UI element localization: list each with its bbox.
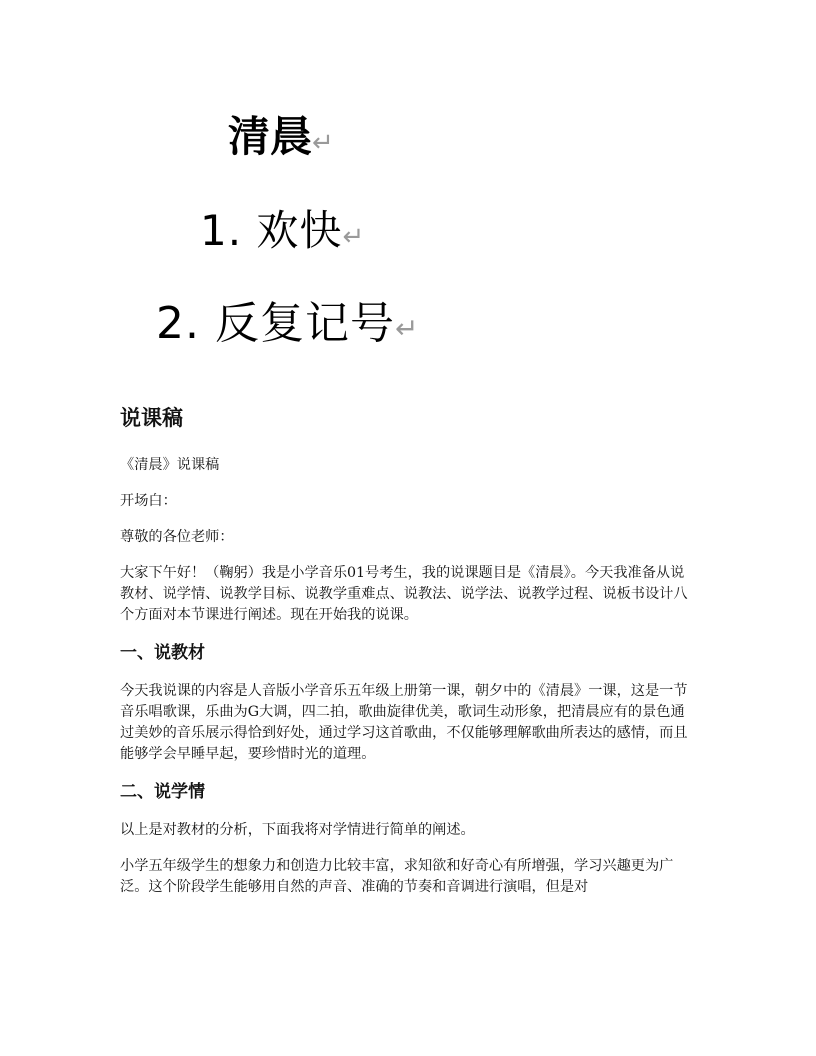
opening-label: 开场白：: [120, 493, 177, 509]
return-mark-icon: ↵: [342, 222, 366, 252]
return-mark-icon: ↵: [394, 312, 420, 345]
intro-paragraph: 大家下午好！（鞠躬）我是小学音乐01号考生，我的说课题目是《清晨》。今天我准备从说教材、说学情、说教学目标、说教学重难点、说教法、说学法、说教学过程、说板书设计八个方面对本节课进行阐述。现在开始我的说课。: [120, 565, 688, 623]
section-2-paragraph-1: 以上是对教材的分析，下面我将对学情进行简单的阐述。: [120, 822, 475, 838]
board-title-text: 清晨: [228, 112, 313, 161]
section-1-paragraph: 今天我说课的内容是人音版小学音乐五年级上册第一课，朝夕中的《清晨》一课，这是一节音乐唱歌课，乐曲为G大调，四二拍，歌曲旋律优美，歌词生动形象，把清晨应有的景色通过美妙的音乐展示得恰到好处，通过学习这首歌曲，不仅能够理解歌曲所表达的感情，而且能够学会早睡早起，要珍惜时光的道理。: [120, 683, 688, 762]
document-title: 说课稿: [120, 406, 183, 430]
board-item-1-text: 1. 欢快: [200, 206, 343, 255]
board-title: [228, 112, 334, 161]
document-subtitle: 《清晨》说课稿: [120, 457, 220, 473]
greeting: 尊敬的各位老师：: [120, 529, 234, 545]
section-1-heading: 一、说教材: [120, 643, 205, 663]
section-2-paragraph-2: 小学五年级学生的想象力和创造力比较丰富，求知欲和好奇心有所增强，学习兴趣更为广泛。这个阶段学生能够用自然的声音、准确的节奏和音调进行演唱，但是对: [120, 858, 674, 895]
board-item-2: [156, 298, 420, 349]
document-body: [120, 403, 698, 913]
board-item-1: [200, 206, 366, 255]
board-item-2-text: 2. 反复记号: [156, 298, 395, 349]
section-2-heading: 二、说学情: [120, 782, 205, 802]
return-mark-icon: ↵: [312, 128, 334, 158]
